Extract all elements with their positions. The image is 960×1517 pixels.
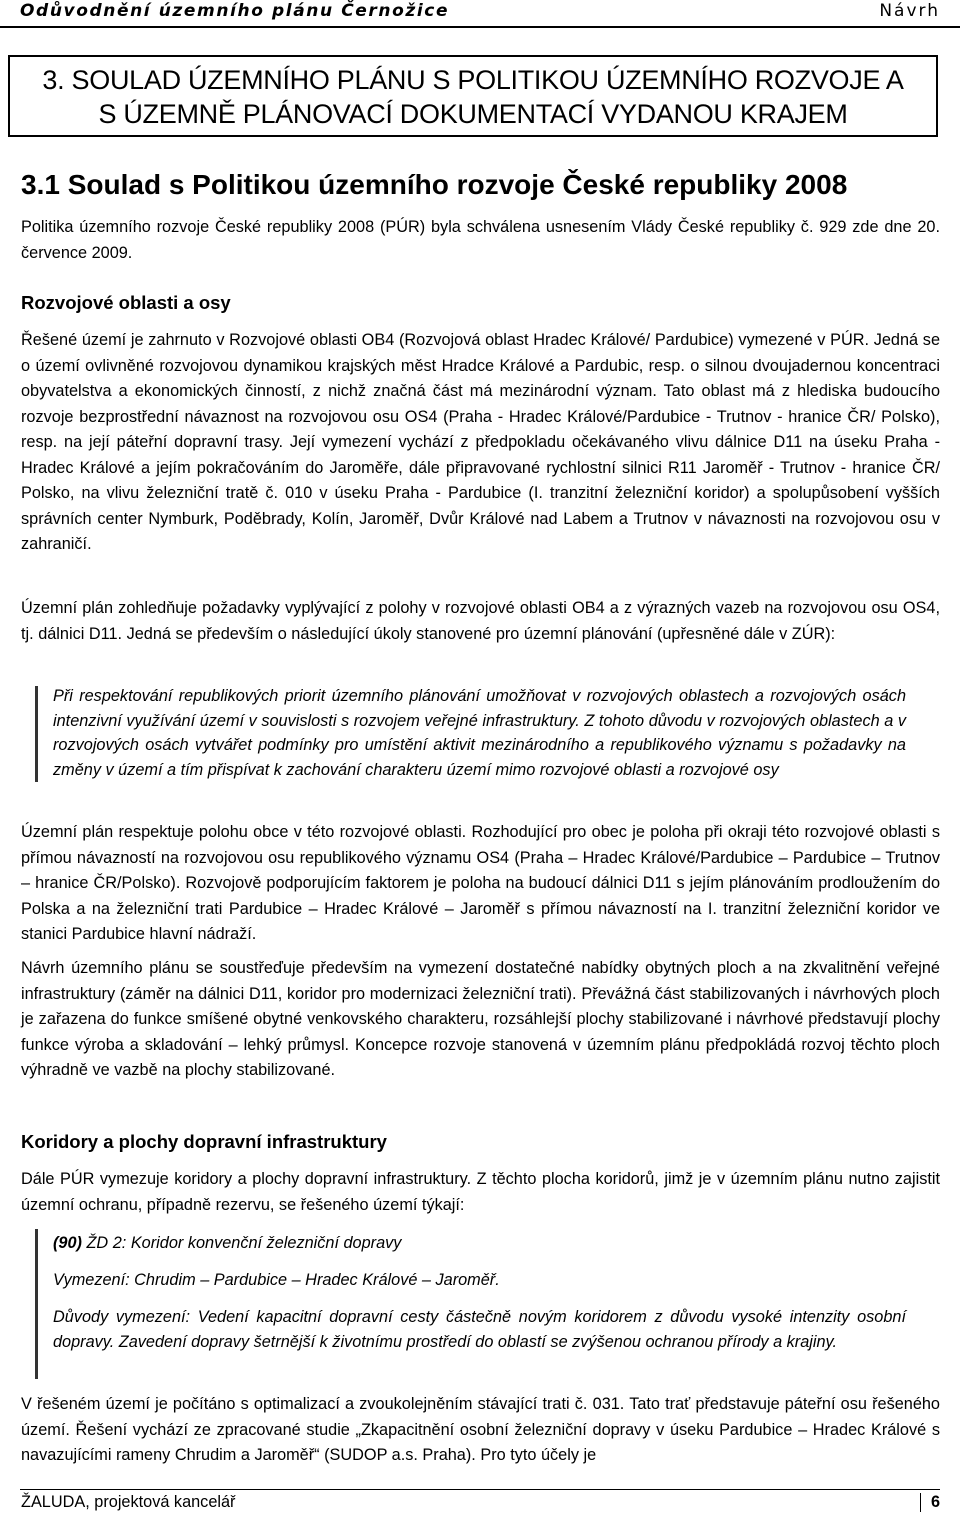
heading-rozvojove-oblasti: Rozvojové oblasti a osy: [21, 292, 231, 313]
intro-paragraph: Politika územního rozvoje České republiky 2008 (PÚR) byla schválena usnesením Vlády České republiky č. 929 zde dne 20. července 2009.: [21, 218, 940, 262]
section-title: 3.1 Soulad s Politikou územního rozvoje České republiky 2008: [21, 169, 848, 200]
paragraph-koridory: Dále PÚR vymezuje koridory a plochy dopravní infrastruktury. Z těchto plocha koridorů, jimž je v územním plánu nutno zajistit územní ochranu, případně rezervu, se řešeného území týkají:: [21, 1170, 940, 1214]
quote-bar: [35, 686, 38, 782]
document-title: Odůvodnění územního plánu Černožice: [20, 1, 450, 21]
paragraph-navrh-planu: Návrh územního plánu se soustřeďuje především na vymezení dostatečné nabídky obytných ploch a na zkvalitnění veřejné infrastruktury (záměr na dálnici D11, koridor pro modernizaci železniční trati). Převážná část stabilizovaných i návrhových ploch je zařazena do funkce smíšené obytné venkovského charakteru, rozsáhlejší plochy stabilizované i návrhové představují plochy funkce výroba a skladování – lehký průmysl. Koncepce rozvoje stanovená v územním plánu předpokládá rozvoj těchto ploch výhradně ve vazbě na plochy stabilizované.: [21, 959, 940, 1079]
quote-zd2-vymezeni: Vymezení: Chrudim – Pardubice – Hradec Králové – Jaroměř.: [53, 1271, 500, 1289]
paragraph-rozvojova-oblast: Řešené území je zahrnuto v Rozvojové oblasti OB4 (Rozvojová oblast Hradec Králové/ Pardubice) vymezené v PÚR. Jedná se o území ovlivněné rozvojovou dynamikou krajských měst Hradce Králové a Pardubic, resp. o silnou dvoujadernou koncentraci obyvatelstva a ekonomických činností, z nichž značná část má mezinárodní význam. Tato oblast má z hlediska budoucího rozvoje bezprostřední návaznost na rozvojovou osu OS4 (Praha ‐ Hradec Králové/Pardubice ‐ Trutnov ‐ hranice ČR/ Polsko), resp. na její páteřní dopravní trasy. Její vymezení vychází z předpokladu očekávaného vlivu dálnice D11 na úseku Praha ‐ Hradec Králové a jejím pokračováním do Jaroměře, dále připravované rychlostní silnici R11 Jaroměř ‐ Trutnov ‐ hranice ČR/ Polsko, na vlivu železniční tratě č. 010 v úseku Praha ‐ Pardubice (I. tranzitní železniční koridor) a spolupůsobení vyšších správních center Nymburk, Poděbrady, Kolín, Jaroměř, Dvůr Králové nad Labem a Trutnov v návaznosti na rozvojovou osu v zahraničí.: [21, 331, 940, 553]
quote-bar-koridor: [35, 1229, 38, 1379]
footer-divider: [20, 1489, 940, 1490]
quote-republic-priorities: Při respektování republikových priorit územního plánování umožňovat v rozvojových oblastech a rozvojových osách intenzivní využívání území v souvislosti s rozvojem veřejné infrastruktury. Z tohoto důvodu v rozvojových oblastech a v rozvojových osách vytvářet podmínky pro umístění aktivit mezinárodního a republikového významu s požadavky na změny v území a tím přispívat k zachování charakteru území mimo rozvojové oblasti a rozvojové osy: [53, 687, 906, 779]
footer-company: ŽALUDA, projektová kancelář: [21, 1493, 236, 1511]
quote-zd2-label: ŽD 2: Koridor konvenční železniční dopravy: [81, 1234, 402, 1252]
quote-zd2-duvody: Důvody vymezení: Vedení kapacitní dopravní cesty částečně novým koridorem z důvodu vysoké intenzity osobní dopravy. Zavedení dopravy šetrnější k životnímu prostředí do oblastí se zvýšenou ochranou přírody a krajiny.: [53, 1308, 906, 1351]
quote-zd2-number: (90): [53, 1234, 82, 1252]
page-header: [0, 0, 960, 28]
chapter-heading-box: [8, 55, 938, 137]
heading-koridory: Koridory a plochy dopravní infrastruktury: [21, 1131, 387, 1152]
document-status: Návrh: [879, 1, 940, 21]
quote-zd2-title: [53, 1231, 906, 1256]
paragraph-poloha-obce: Územní plán respektuje polohu obce v této rozvojové oblasti. Rozhodující pro obec je poloha při okraji této rozvojové oblasti s přímou návazností na rozvojovou osu republikového významu OS4 (Praha – Hradec Králové/Pardubice – Pardubice – Trutnov – hranice ČR/Polsko). Rozvojově podporujícím faktorem je poloha na budoucí dálnici D11 s jejím plánováním prodloužením do Polska a na železniční trati Pardubice – Hradec Králové – Jaroměř s přímou návazností na I. tranzitní železniční koridor ve stanici Pardubice hlavní nádraží.: [21, 823, 940, 943]
page-number: 6: [920, 1493, 940, 1512]
chapter-heading-line1: 3. SOULAD ÚZEMNÍHO PLÁNU S POLITIKOU ÚZEMNÍHO ROZVOJE A: [42, 65, 904, 95]
paragraph-trat-031: V řešeném území je počítáno s optimalizací a zvoukolejněním stávající trati č. 031. Tato trať představuje páteřní osu řešeného území. Řešení vychází ze zpracované studie „Zkapacitnění osobní železniční dopravy v úseku Pardubice – Hradec Králové s navazujícími rameny Chrudim a Jaroměř“ (SUDOP a.s. Praha). Pro tyto účely je: [21, 1395, 940, 1464]
paragraph-ob4-requirements: Územní plán zohledňuje požadavky vyplývající z polohy v rozvojové oblasti OB4 a z výrazných vazeb na rozvojovou osu OS4, tj. dálnici D11. Jedná se především o následující úkoly stanovené pro územní plánování (upřesněné dále v ZÚR):: [21, 599, 940, 643]
chapter-heading-line2: S ÚZEMNĚ PLÁNOVACÍ DOKUMENTACÍ VYDANOU KRAJEM: [98, 99, 848, 129]
